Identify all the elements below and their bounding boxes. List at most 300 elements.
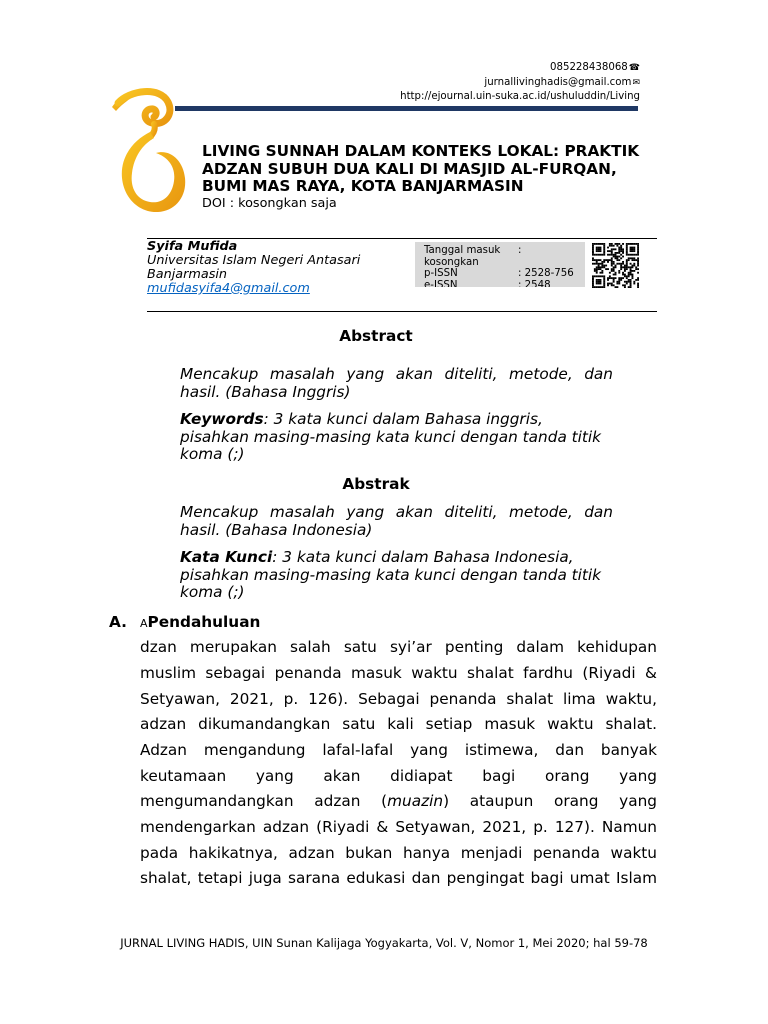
qr-module xyxy=(601,275,603,277)
qr-module xyxy=(611,245,613,247)
qr-module xyxy=(607,250,609,252)
p-issn-value: : 2528-756 xyxy=(518,268,574,279)
body-line: dzan merupakan salah satu syi’ar penting dalam kehidupan xyxy=(140,638,657,657)
qr-module xyxy=(618,270,620,272)
section-title: Pendahuluan xyxy=(147,613,261,631)
abstract-line: hasil. (Bahasa Inggris) xyxy=(180,382,351,401)
author-affiliation: Universitas Islam Negeri Antasari xyxy=(147,253,361,268)
qr-module xyxy=(631,270,633,272)
qr-module xyxy=(628,281,630,283)
qr-module xyxy=(598,254,600,256)
qr-module xyxy=(618,279,620,281)
qr-module xyxy=(616,245,618,247)
qr-module xyxy=(628,275,630,277)
qr-module xyxy=(613,279,615,281)
qr-module xyxy=(596,259,598,261)
qr-module xyxy=(613,245,615,247)
qr-module xyxy=(603,281,605,283)
keywords-line xyxy=(180,411,613,429)
qr-module xyxy=(607,268,609,270)
qr-module xyxy=(611,261,613,263)
kata-kunci-line xyxy=(180,549,613,567)
qr-module xyxy=(611,270,613,272)
qr-module xyxy=(594,254,596,256)
logo-bottom-bowl xyxy=(122,132,185,212)
qr-module xyxy=(601,243,603,245)
qr-module xyxy=(633,250,635,252)
kata-kunci-label: Kata Kunci xyxy=(180,548,273,567)
qr-module xyxy=(631,259,633,261)
qr-module xyxy=(616,257,618,259)
kata-kunci-text: : 3 kata kunci dalam Bahasa Indonesia, xyxy=(272,548,574,567)
received-label: Tanggal masuk xyxy=(424,245,501,256)
qr-module xyxy=(601,266,603,268)
qr-module xyxy=(635,259,637,261)
qr-module xyxy=(631,243,633,245)
body-line: adzan dikumandangkan satu kali setiap masuk waktu shalat. xyxy=(140,715,657,734)
qr-module xyxy=(592,263,594,265)
submission-info-box xyxy=(415,242,585,287)
qr-module xyxy=(620,279,622,281)
qr-module xyxy=(601,263,603,265)
qr-module xyxy=(635,243,637,245)
qr-module xyxy=(626,275,628,277)
qr-module xyxy=(596,272,598,274)
author-email-link[interactable]: mufidasyifa4@gmail.com xyxy=(147,281,310,296)
qr-module xyxy=(630,279,632,281)
abstrak-line: hasil. (Bahasa Indonesia) xyxy=(180,520,373,539)
author-name: Syifa Mufida xyxy=(147,239,238,254)
article-title xyxy=(202,143,639,196)
qr-module xyxy=(609,277,611,279)
keywords-block xyxy=(180,411,613,464)
qr-module xyxy=(631,265,633,267)
qr-module xyxy=(622,274,624,276)
qr-module xyxy=(603,261,605,263)
qr-module xyxy=(618,252,620,254)
qr-module xyxy=(620,263,622,265)
qr-module xyxy=(600,248,602,250)
qr-module xyxy=(626,245,628,247)
qr-module xyxy=(607,284,609,286)
qr-module xyxy=(596,263,598,265)
body-line: muslim sebagai penanda masuk waktu shalat fardhu (Riyadi & xyxy=(140,663,657,682)
qr-module xyxy=(622,263,624,265)
qr-module xyxy=(611,252,613,254)
qr-module xyxy=(637,243,639,245)
kata-kunci-block xyxy=(180,549,613,602)
qr-module xyxy=(626,263,628,265)
qr-module xyxy=(600,259,602,261)
qr-module xyxy=(630,263,632,265)
qr-module xyxy=(615,286,617,288)
italic-term: muazin xyxy=(387,792,444,811)
qr-module xyxy=(592,275,594,277)
qr-module xyxy=(615,252,617,254)
qr-module xyxy=(630,247,632,249)
qr-module xyxy=(622,248,624,250)
qr-module xyxy=(596,281,598,283)
title-line: LIVING SUNNAH DALAM KONTEKS LOKAL: PRAKTIK xyxy=(202,142,640,160)
qr-module xyxy=(596,268,598,270)
qr-module xyxy=(592,279,594,281)
qr-module xyxy=(626,265,628,267)
qr-module xyxy=(596,243,598,245)
qr-module xyxy=(635,266,637,268)
qr-module xyxy=(605,265,607,267)
qr-module xyxy=(637,286,639,288)
qr-module xyxy=(603,248,605,250)
qr-module xyxy=(600,275,602,277)
qr-module xyxy=(607,277,609,279)
qr-module xyxy=(637,250,639,252)
qr-module xyxy=(594,270,596,272)
qr-module xyxy=(615,256,617,258)
qr-module xyxy=(618,250,620,252)
qr-module xyxy=(631,277,633,279)
qr-module xyxy=(596,261,598,263)
qr-module xyxy=(624,284,626,286)
qr-module xyxy=(609,283,611,285)
qr-module xyxy=(637,261,639,263)
qr-module xyxy=(592,248,594,250)
qr-module xyxy=(630,274,632,276)
qr-module xyxy=(613,274,615,276)
qr-module xyxy=(609,250,611,252)
qr-module xyxy=(624,265,626,267)
qr-module xyxy=(631,257,633,259)
qr-module xyxy=(601,270,603,272)
qr-module xyxy=(592,277,594,279)
email-line xyxy=(400,76,640,91)
keywords-text: : 3 kata kunci dalam Bahasa inggris, xyxy=(263,410,543,429)
qr-module xyxy=(631,247,633,249)
section-body xyxy=(140,635,657,892)
qr-module xyxy=(620,257,622,259)
qr-module xyxy=(609,254,611,256)
qr-module xyxy=(592,254,594,256)
qr-module xyxy=(611,254,613,256)
qr-module xyxy=(637,247,639,249)
qr-module xyxy=(603,247,605,249)
qr-module xyxy=(598,279,600,281)
qr-module xyxy=(596,248,598,250)
qr-module xyxy=(637,248,639,250)
qr-module xyxy=(626,259,628,261)
qr-module xyxy=(624,275,626,277)
qr-module xyxy=(626,250,628,252)
website-line: http://ejournal.uin-suka.ac.id/ushuluddin/Living xyxy=(400,91,640,102)
qr-module xyxy=(637,254,639,256)
qr-module xyxy=(630,268,632,270)
qr-module xyxy=(592,284,594,286)
qr-module xyxy=(615,265,617,267)
qr-module xyxy=(618,248,620,250)
author-affiliation: Banjarmasin xyxy=(147,267,228,282)
qr-module xyxy=(620,248,622,250)
body-line xyxy=(140,789,657,815)
qr-module xyxy=(630,254,632,256)
qr-module xyxy=(622,261,624,263)
qr-module xyxy=(630,266,632,268)
qr-module xyxy=(624,266,626,268)
qr-module xyxy=(622,243,624,245)
qr-module xyxy=(620,247,622,249)
p-issn-row xyxy=(424,268,585,280)
section-number: A. xyxy=(109,613,127,631)
qr-module xyxy=(600,279,602,281)
qr-module xyxy=(600,243,602,245)
qr-module xyxy=(603,254,605,256)
qr-module xyxy=(633,254,635,256)
qr-module xyxy=(603,284,605,286)
qr-module xyxy=(596,266,598,268)
qr-module xyxy=(622,284,624,286)
qr-module xyxy=(626,261,628,263)
qr-module xyxy=(605,259,607,261)
qr-module xyxy=(598,283,600,285)
received-row xyxy=(424,245,585,257)
qr-module xyxy=(626,248,628,250)
qr-module xyxy=(613,256,615,258)
p-issn-label: p-ISSN xyxy=(424,268,458,279)
qr-module xyxy=(616,243,618,245)
qr-module xyxy=(626,243,628,245)
qr-module xyxy=(611,265,613,267)
qr-module xyxy=(620,265,622,267)
qr-module xyxy=(631,266,633,268)
qr-module xyxy=(628,272,630,274)
qr-module xyxy=(613,263,615,265)
section-dropcap: A xyxy=(140,617,148,630)
qr-module xyxy=(630,243,632,245)
qr-module xyxy=(631,275,633,277)
phone-number: 085228438068 xyxy=(550,62,628,73)
qr-module xyxy=(628,266,630,268)
qr-module xyxy=(626,252,628,254)
phone-icon xyxy=(629,62,640,76)
qr-module xyxy=(620,250,622,252)
qr-module xyxy=(598,259,600,261)
qr-module xyxy=(637,272,639,274)
qr-module xyxy=(613,248,615,250)
qr-module xyxy=(628,257,630,259)
body-line: shalat, tetapi juga sarana edukasi dan pengingat bagi umat Islam xyxy=(140,869,657,888)
qr-module xyxy=(631,254,633,256)
qr-module xyxy=(616,281,618,283)
author-block xyxy=(147,240,360,296)
abstract-line: Mencakup masalah yang akan diteliti, metode, dan xyxy=(180,365,613,383)
qr-module xyxy=(594,286,596,288)
logo-top-spiral xyxy=(118,92,170,124)
qr-module xyxy=(594,263,596,265)
qr-module xyxy=(630,270,632,272)
qr-module xyxy=(613,284,615,286)
qr-module xyxy=(633,263,635,265)
qr-module xyxy=(609,275,611,277)
qr-module xyxy=(611,250,613,252)
qr-module xyxy=(616,283,618,285)
qr-module xyxy=(616,259,618,261)
qr-module xyxy=(611,284,613,286)
qr-module xyxy=(611,263,613,265)
qr-module xyxy=(607,259,609,261)
body-line: pada hakikatnya, adzan bukan hanya menjadi penanda waktu xyxy=(140,843,657,862)
e-issn-value: : 2548 xyxy=(518,279,551,287)
qr-module xyxy=(618,247,620,249)
journal-footer: JURNAL LIVING HADIS, UIN Sunan Kalijaga Yogyakarta, Vol. V, Nomor 1, Mei 2020; hal 59-78 xyxy=(120,936,648,950)
qr-module xyxy=(615,266,617,268)
qr-module xyxy=(603,266,605,268)
qr-module xyxy=(611,277,613,279)
header-accent-bar xyxy=(175,106,638,111)
qr-module xyxy=(603,250,605,252)
qr-module xyxy=(616,256,618,258)
qr-module xyxy=(633,248,635,250)
qr-module xyxy=(607,247,609,249)
qr-module xyxy=(635,279,637,281)
abstract-heading: Abstract xyxy=(339,326,413,345)
qr-module xyxy=(598,263,600,265)
qr-module xyxy=(603,259,605,261)
qr-module xyxy=(618,243,620,245)
keywords-line: pisahkan masing-masing kata kunci dengan tanda titik xyxy=(180,427,602,446)
qr-module xyxy=(592,243,594,245)
qr-module xyxy=(615,248,617,250)
qr-module xyxy=(601,286,603,288)
qr-module xyxy=(613,268,615,270)
journal-email: jurnallivinghadis@gmail.com xyxy=(484,76,632,88)
qr-module xyxy=(637,279,639,281)
qr-module xyxy=(630,272,632,274)
qr-module xyxy=(633,257,635,259)
qr-module xyxy=(633,283,635,285)
qr-module xyxy=(603,283,605,285)
qr-module xyxy=(598,243,600,245)
qr-module xyxy=(598,250,600,252)
title-line: ADZAN SUBUH DUA KALI DI MASJID AL-FURQAN, xyxy=(202,159,617,178)
abstract-body xyxy=(180,366,613,402)
qr-module xyxy=(600,266,602,268)
qr-module xyxy=(615,274,617,276)
qr-module xyxy=(594,268,596,270)
qr-module xyxy=(630,257,632,259)
bottom-divider xyxy=(147,311,657,312)
qr-module xyxy=(637,277,639,279)
qr-module xyxy=(611,268,613,270)
qr-module xyxy=(603,277,605,279)
qr-module xyxy=(637,252,639,254)
qr-module xyxy=(620,268,622,270)
qr-module xyxy=(596,275,598,277)
qr-module xyxy=(622,250,624,252)
qr-module xyxy=(611,283,613,285)
qr-module xyxy=(622,252,624,254)
qr-module xyxy=(600,263,602,265)
qr-module xyxy=(600,272,602,274)
qr-module xyxy=(611,248,613,250)
qr-module xyxy=(615,254,617,256)
qr-module xyxy=(598,268,600,270)
qr-module xyxy=(592,250,594,252)
qr-module xyxy=(626,277,628,279)
qr-module xyxy=(600,283,602,285)
qr-module xyxy=(611,259,613,261)
qr-module xyxy=(594,275,596,277)
qr-module xyxy=(600,247,602,249)
qr-module xyxy=(628,259,630,261)
qr-module xyxy=(620,266,622,268)
envelope-icon xyxy=(632,77,640,91)
qr-module xyxy=(635,268,637,270)
qr-module xyxy=(618,256,620,258)
qr-module xyxy=(630,283,632,285)
kata-kunci-line: pisahkan masing-masing kata kunci dengan tanda titik xyxy=(180,565,602,584)
qr-module xyxy=(596,286,598,288)
qr-module xyxy=(624,270,626,272)
qr-module xyxy=(630,281,632,283)
qr-module xyxy=(613,261,615,263)
qr-module xyxy=(624,281,626,283)
qr-module xyxy=(618,283,620,285)
abstrak-heading: Abstrak xyxy=(342,474,410,493)
qr-module xyxy=(592,245,594,247)
qr-module xyxy=(628,286,630,288)
qr-module xyxy=(631,250,633,252)
qr-module xyxy=(633,259,635,261)
qr-module xyxy=(616,263,618,265)
qr-module xyxy=(620,245,622,247)
qr-module xyxy=(609,243,611,245)
qr-module xyxy=(626,266,628,268)
qr-module xyxy=(592,283,594,285)
qr-module xyxy=(626,281,628,283)
qr-module xyxy=(618,281,620,283)
qr-module xyxy=(609,245,611,247)
qr-module xyxy=(598,265,600,267)
body-text: ) ataupun orang yang xyxy=(443,792,658,811)
body-line: Setyawan, 2021, p. 126). Sebagai penanda shalat lima waktu, xyxy=(140,689,657,708)
qr-module xyxy=(603,275,605,277)
body-line: mendengarkan adzan (Riyadi & Setyawan, 2021, p. 127). Namun xyxy=(140,818,657,837)
qr-module xyxy=(631,248,633,250)
section-title-wrap xyxy=(140,613,260,633)
qr-module xyxy=(596,250,598,252)
qr-module xyxy=(613,254,615,256)
qr-module xyxy=(601,272,603,274)
qr-module xyxy=(603,245,605,247)
e-issn-row xyxy=(424,280,585,288)
qr-module xyxy=(609,272,611,274)
qr-module xyxy=(592,247,594,249)
qr-module xyxy=(596,254,598,256)
qr-module xyxy=(628,243,630,245)
qr-module xyxy=(620,277,622,279)
qr-module xyxy=(618,277,620,279)
qr-module xyxy=(596,279,598,281)
qr-module xyxy=(598,275,600,277)
qr-module xyxy=(624,286,626,288)
qr-module xyxy=(630,286,632,288)
qr-module xyxy=(592,259,594,261)
phone-line xyxy=(400,61,640,76)
qr-module xyxy=(622,272,624,274)
qr-module xyxy=(626,254,628,256)
qr-module xyxy=(626,268,628,270)
qr-module xyxy=(598,281,600,283)
qr-module xyxy=(600,250,602,252)
qr-module xyxy=(633,265,635,267)
